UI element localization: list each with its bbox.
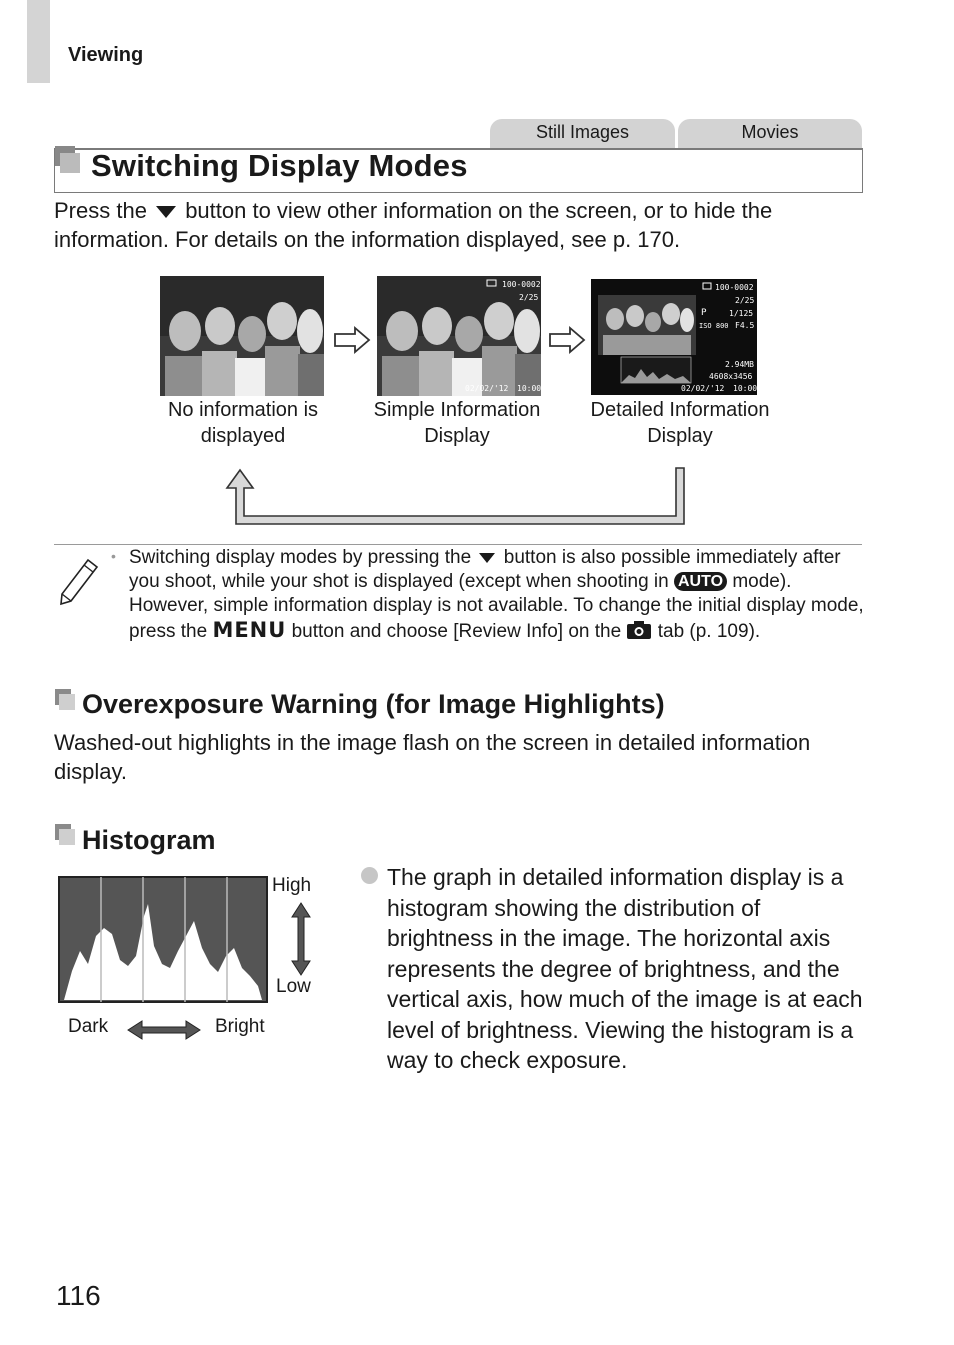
histogram-graph	[58, 876, 268, 1003]
menu-button-icon: MENU	[212, 618, 287, 642]
vertical-double-arrow-icon	[288, 902, 314, 976]
page-number: 116	[56, 1280, 101, 1311]
overlay-time: 10:00	[517, 384, 541, 393]
overlay-date: 02/02/'12	[465, 384, 509, 393]
overlay-mode: P	[701, 308, 707, 318]
overlay-folder-file: 100-0002	[715, 283, 754, 292]
overlay-count: 2/25	[519, 293, 539, 302]
overlay-count: 2/25	[735, 296, 755, 305]
right-arrow-icon	[548, 326, 586, 354]
histogram-heading: Histogram	[82, 825, 216, 855]
title-marker-shadow-icon	[60, 153, 80, 173]
note-text-2: button is also possible immediately after you shoot, while your shot is displayed (except when shooting in	[129, 547, 841, 592]
intro-text-1: Press the	[54, 198, 147, 223]
overexposure-text: Washed-out highlights in the image flash on the screen in detailed information display.	[54, 730, 811, 784]
overlay-shutter: 1/125	[729, 309, 754, 318]
camera-tab-icon	[626, 620, 652, 639]
overexposure-heading: Overexposure Warning (for Image Highlights)	[82, 689, 665, 719]
note-text-1: Switching display modes by pressing the	[129, 547, 472, 568]
overlay-aperture: F4.5	[735, 321, 755, 330]
histogram-bullet	[361, 867, 378, 884]
section-label: Viewing	[68, 44, 144, 66]
photo-no-info	[160, 276, 324, 396]
caption-detailed-info: Detailed Information Display	[590, 399, 770, 447]
caption-no-info: No information is displayed	[167, 399, 319, 447]
caption-simple-info: Simple Information Display	[373, 399, 541, 447]
note-text-3: mode). However, simple information display is not available. To change the initial display mode, press the	[129, 571, 864, 642]
side-section-bar	[27, 0, 50, 83]
histogram-bright-label: Bright	[215, 1016, 265, 1037]
note-bullet: •	[111, 548, 116, 564]
note-text-4: button and choose [Review Info] on the	[291, 621, 622, 642]
overlay-file-size: 2.94MB	[725, 360, 754, 369]
overlay-time: 10:00	[733, 384, 757, 393]
pencil-note-icon	[58, 557, 100, 607]
photo-simple-info	[377, 276, 541, 396]
section-marker-shadow-icon	[59, 829, 75, 845]
photo-detailed-info	[591, 279, 757, 395]
note-text-5: tab (p. 109).	[657, 621, 761, 642]
down-button-icon	[156, 206, 176, 218]
auto-mode-icon: AUTO	[674, 572, 727, 591]
tab-still-images: Still Images	[490, 119, 675, 148]
overlay-iso: ISO 800	[699, 322, 729, 330]
histogram-text: The graph in detailed information display is a histogram showing the distribution of brightness in the image. The horizontal axis represents the degree of brightness, and the vertical axis, how much of the image is at each level of brightness. Viewing the histogram is a way to check exposure.	[387, 864, 863, 1073]
histogram-dark-label: Dark	[68, 1016, 109, 1037]
section-marker-shadow-icon	[59, 694, 75, 710]
intro-text-2: button to view other information on the screen, or to hide the information. For details on the information displayed, see p. 170.	[54, 198, 773, 252]
overlay-date: 02/02/'12	[681, 384, 725, 393]
histogram-low-label: Low	[276, 976, 311, 997]
intro-paragraph	[54, 196, 864, 254]
horizontal-double-arrow-icon	[127, 1018, 201, 1042]
down-button-icon	[479, 553, 495, 563]
note-divider	[54, 544, 862, 545]
overlay-folder-file: 100-0002	[502, 280, 541, 289]
overlay-resolution: 4608x3456	[709, 372, 753, 381]
note-text	[129, 546, 869, 644]
right-arrow-icon	[333, 326, 371, 354]
return-loop-arrow-icon	[224, 464, 690, 528]
histogram-high-label: High	[272, 875, 312, 896]
page-title: Switching Display Modes	[91, 148, 468, 183]
tab-movies: Movies	[678, 119, 862, 148]
